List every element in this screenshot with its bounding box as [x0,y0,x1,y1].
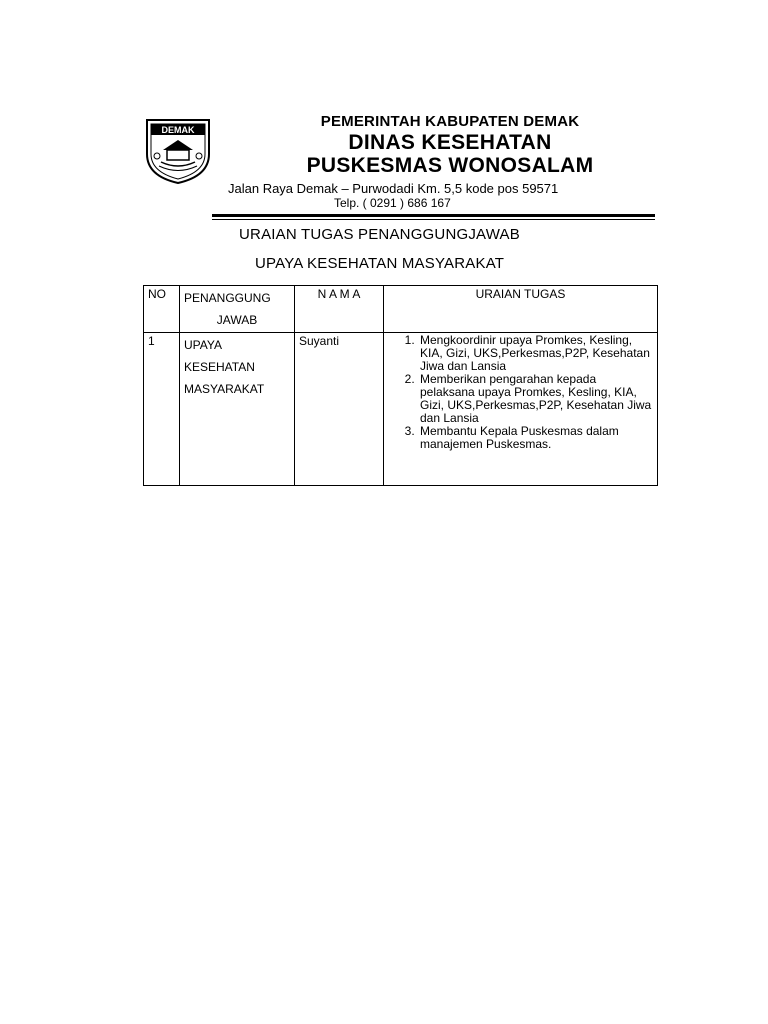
header-rule-thick [212,214,655,217]
col-header-pj-line1: PENANGGUNG [184,291,271,305]
col-header-no: NO [144,286,180,333]
cell-pj-line1: UPAYA [184,338,223,352]
header-puskesmas: PUSKESMAS WONOSALAM [306,154,594,177]
table-row [144,333,658,486]
cell-no: 1 [144,333,180,486]
col-header-uraian: URAIAN TUGAS [384,286,658,333]
task-table [143,285,658,486]
document-title: URAIAN TUGAS PENANGGUNGJAWAB [239,226,520,243]
task-list [388,334,653,451]
header-rule-thin [212,219,655,220]
header-department: DINAS KESEHATAN [348,131,552,154]
col-header-nama: N A M A [295,286,384,333]
cell-pj-line3: MASYARAKAT [184,382,265,396]
col-header-penanggung-jawab [180,286,295,333]
svg-text:DEMAK: DEMAK [161,125,195,135]
table-header-row [144,286,658,333]
header-address: Jalan Raya Demak – Purwodadi Km. 5,5 kode pos 59571 [228,181,559,196]
cell-penanggung-jawab [180,333,295,486]
header-government: PEMERINTAH KABUPATEN DEMAK [320,113,580,130]
document-subtitle: UPAYA KESEHATAN MASYARAKAT [255,255,505,272]
task-item: 2. Memberikan pengarahan kepada pelaksana upaya Promkes, Kesling, KIA, Gizi, UKS,Perkesmas,P2P, Kesehatan Jiwa dan Lansia [418,373,653,425]
col-header-pj-line2: JAWAB [216,313,258,327]
cell-uraian-tugas [384,333,658,486]
task-item: 3. Membantu Kepala Puskesmas dalam manajemen Puskesmas. [418,425,653,451]
cell-nama: Suyanti [295,333,384,486]
cell-pj-line2: KESEHATAN [184,360,255,374]
task-item: 1. Mengkoordinir upaya Promkes, Kesling, KIA, Gizi, UKS,Perkesmas,P2P, Kesehatan Jiwa dan Lansia [418,334,653,373]
header-phone: Telp. ( 0291 ) 686 167 [334,196,451,210]
